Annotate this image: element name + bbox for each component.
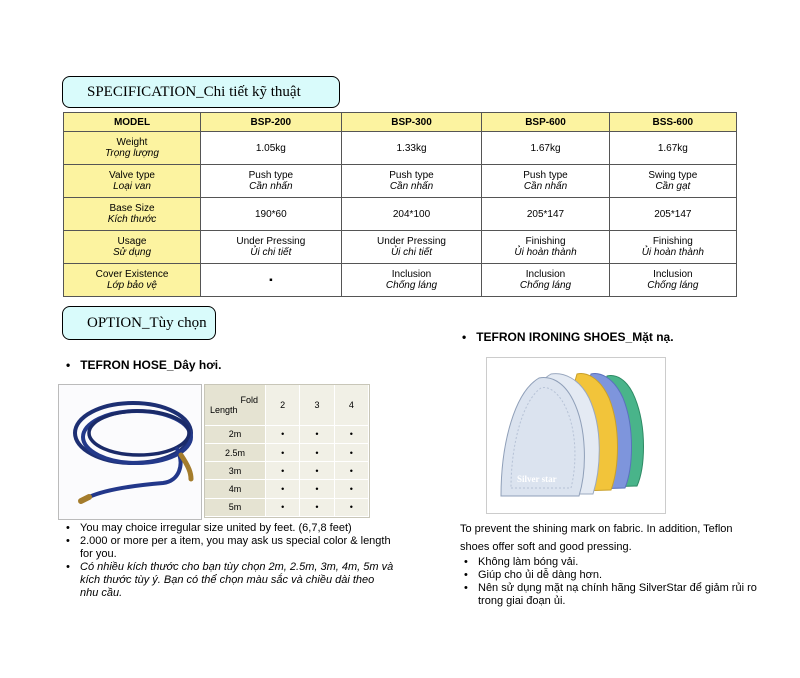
spec-cell [609,198,736,231]
shoes-logo-text: Silver star [517,474,557,484]
fold-row [205,498,369,516]
cell-en: Under Pressing [377,236,446,247]
cell-en: Push type [389,170,434,181]
cell-en: 1.67kg [530,142,561,154]
fold-mark-cell: • [266,425,300,443]
spec-cell [482,132,609,165]
spec-cell [609,165,736,198]
spec-cell [482,165,609,198]
fold-row [205,480,369,498]
fold-mark-cell: • [334,498,368,516]
cell-vi: Cần gạt [655,181,691,192]
fold-length-cell: 5m [205,498,266,516]
spec-row-label [64,132,201,165]
hose-note-vi-text: Có nhiều kích thước cho bạn tùy chọn 2m, 2.5m, 3m, 4m, 5m và kích thước tùy ý. Bạn có thể chọn màu sắc và chiều dài theo nhu cầu. [80,561,394,599]
cell-en: Swing type [648,170,698,181]
list-item: • Nên sử dụng mặt nạ chính hãng SilverStar để giảm rủi ro trong giai đoạn ủi. [462,582,762,608]
cell-vi: Ủi hoàn thành [514,247,577,258]
spec-cell [482,198,609,231]
cell-en: Push type [523,170,568,181]
spec-body [64,132,737,297]
fold-mark-cell: • [266,443,300,461]
fold-row [205,425,369,443]
fold-mark-cell: • [266,480,300,498]
hose-note-vi [64,561,394,600]
spec-row [64,198,737,231]
spec-cell [201,231,342,264]
model-header: MODEL [64,113,201,132]
spec-cell [341,198,482,231]
hose-photo [58,384,202,520]
fold-length-cell: 2.5m [205,443,266,461]
model-col-header: BSS-600 [609,113,736,132]
cell-vi: Cần nhấn [249,181,293,192]
row-label-en: Cover Existence [95,269,169,280]
fold-col-header: 3 [300,385,334,425]
cell-vi: Cần nhấn [389,181,434,192]
spec-row-label [64,165,201,198]
row-label-en: Usage [117,236,147,247]
list-item: • You may choice irregular size united by feet. (6,7,8 feet) [64,522,394,535]
row-label-en: Base Size [109,203,155,214]
option-section-title: OPTION_Tùy chọn [62,306,216,340]
shoes-notes [462,556,762,608]
spec-row [64,132,737,165]
fold-mark-cell: • [300,480,334,498]
fold-body [205,425,369,516]
cell-en: 205*147 [654,208,692,220]
spec-header-row [64,113,737,132]
spec-cell [482,231,609,264]
model-col-header: BSP-600 [482,113,609,132]
cell-en: ▪ [269,274,273,286]
cell-en: Inclusion [391,269,432,280]
model-col-header: BSP-200 [201,113,342,132]
shoes-photo [486,357,666,514]
spec-cell [341,264,482,297]
fold-col-header: 4 [334,385,368,425]
list-item: • Không làm bóng vải. [462,556,762,569]
shoes-description: To prevent the shining mark on fabric. In addition, Teflon shoes offer soft and good pressing. [460,523,733,553]
spec-cell [341,231,482,264]
cell-en: Push type [248,170,294,181]
fold-mark-cell: • [266,498,300,516]
cell-vi: Chống láng [385,280,438,291]
spec-row-label [64,198,201,231]
fold-row [205,443,369,461]
cell-en: 1.33kg [396,142,427,154]
model-col-header: BSP-300 [341,113,482,132]
fold-mark-cell: • [300,425,334,443]
spec-row [64,165,737,198]
cell-en: Finishing [525,236,566,247]
spec-cell [201,165,342,198]
cell-vi: Cần nhấn [523,181,568,192]
fold-length-cell: 2m [205,425,266,443]
row-label-en: Weight [116,137,148,148]
fold-mark-cell: • [266,462,300,480]
spec-row-label [64,264,201,297]
fold-label: Fold [240,394,258,405]
cell-en: 1.05kg [255,142,286,154]
spec-row [64,264,737,297]
spec-cell [201,198,342,231]
fold-mark-cell: • [334,425,368,443]
hose-notes [64,522,394,600]
cell-en: 205*147 [526,208,565,220]
fold-length-header [205,385,266,425]
fold-length-cell: 4m [205,480,266,498]
cell-en: 204*100 [392,208,431,220]
spec-cell [341,165,482,198]
cell-vi: Chống láng [519,280,572,291]
row-label-vi: Trọng lượng [105,148,159,159]
cell-en: Inclusion [653,269,693,280]
cell-vi: Ủi chi tiết [390,247,433,258]
fold-col-header: 2 [266,385,300,425]
fold-row [205,462,369,480]
fold-mark-cell: • [334,443,368,461]
cell-en: Finishing [652,236,693,247]
length-label: Length [210,404,238,415]
fold-mark-cell: • [334,480,368,498]
cell-en: Under Pressing [236,236,306,247]
spec-table [63,112,737,297]
spec-cell [482,264,609,297]
row-label-vi: Lớp bảo vệ [107,280,157,291]
fold-mark-cell: • [300,462,334,480]
cell-en: Inclusion [525,269,566,280]
row-label-vi: Kích thước [107,214,157,225]
row-label-en: Valve type [109,170,155,181]
spec-cell [609,132,736,165]
spec-cell [609,264,736,297]
row-label-vi: Loại van [113,181,151,192]
shoes-title: • TEFRON IRONING SHOES_Mặt nạ. [462,330,674,344]
cell-vi: Ủi chi tiết [250,247,292,258]
ironing-shoes-image [487,358,665,513]
hose-image [59,385,201,519]
cell-vi: Chống láng [647,280,699,291]
fold-mark-cell: • [334,462,368,480]
fold-table [204,384,370,518]
list-item: • Giúp cho ủi dễ dàng hơn. [462,569,762,582]
fold-mark-cell: • [300,498,334,516]
spec-row-label [64,231,201,264]
spec-row [64,231,737,264]
spec-cell [201,264,342,297]
fold-mark-cell: • [300,443,334,461]
spec-cell [201,132,342,165]
cell-en: 1.67kg [657,142,688,154]
spec-section-title: SPECIFICATION_Chi tiết kỹ thuật [62,76,340,108]
row-label-vi: Sử dụng [112,247,152,258]
list-item: • 2.000 or more per a item, you may ask us special color & length for you. [64,535,394,561]
cell-en: 190*60 [254,208,287,220]
spec-cell [609,231,736,264]
fold-length-cell: 3m [205,462,266,480]
cell-vi: Ủi hoàn thành [641,247,704,258]
hose-title: • TEFRON HOSE_Dây hơi. [66,358,221,372]
spec-cell [341,132,482,165]
